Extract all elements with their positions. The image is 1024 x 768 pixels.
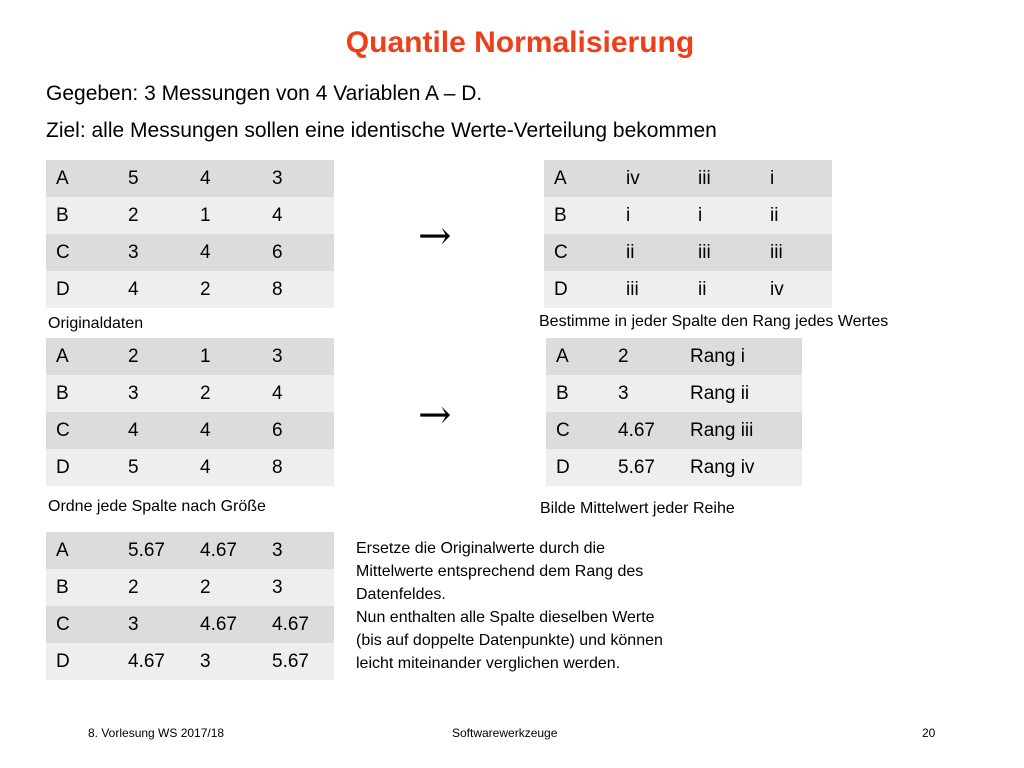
table-cell: Rang i [680,338,802,375]
footer-lecture: 8. Vorlesung WS 2017/18 [88,726,225,740]
goal-text: Ziel: alle Messungen sollen eine identische Werte-Verteilung bekommen [46,119,717,142]
table-cell: 1 [190,197,262,234]
table-cell: 4.67 [118,643,190,680]
table-cell: 4 [190,160,262,197]
row-label: C [546,412,608,449]
table-row [546,338,802,375]
row-label: D [546,449,608,486]
table-row [546,412,802,449]
slide-title: Quantile Normalisierung [345,26,695,59]
row-label: C [46,412,118,449]
row-label: B [46,197,118,234]
note-line: Mittelwerte entsprechend dem Rang des [356,563,644,580]
table-row [546,375,802,412]
table-cell: 3 [262,338,334,375]
table-cell: 4.67 [190,606,262,643]
table-cell: Rang ii [680,375,802,412]
row-label: D [46,449,118,486]
table-row [46,271,334,308]
ranks-caption: Bestimme in jeder Spalte den Rang jedes Wertes [539,313,889,330]
table-cell: 2 [118,338,190,375]
row-label: B [46,569,118,606]
table-cell: 3 [118,375,190,412]
table-cell: iii [688,234,760,271]
table-cell: 3 [118,234,190,271]
table-row [46,643,334,680]
table-cell: 3 [262,569,334,606]
table-cell: 5.67 [118,532,190,569]
table-cell: 6 [262,412,334,449]
arrow-right-icon: → [418,392,452,438]
normalized-table [46,532,334,680]
note-line: leicht miteinander verglichen werden. [356,655,621,672]
table-cell: 3 [118,606,190,643]
table-cell: 4 [190,449,262,486]
sorted-table [46,338,334,486]
table-cell: iv [760,271,832,308]
table-cell: 2 [190,271,262,308]
footer-page-number: 20 [922,726,936,740]
table-cell: 2 [118,197,190,234]
table-cell: 2 [608,338,680,375]
table-row [46,338,334,375]
sorted-caption: Ordne jede Spalte nach Größe [48,498,266,515]
table-row [46,375,334,412]
means-caption: Bilde Mittelwert jeder Reihe [540,500,735,517]
table-row [46,569,334,606]
table-cell: Rang iii [680,412,802,449]
table-row [544,271,832,308]
row-label: A [544,160,616,197]
row-label: A [46,338,118,375]
table-cell: ii [616,234,688,271]
table-cell: 4 [190,412,262,449]
note-line: Nun enthalten alle Spalte dieselben Werte [356,609,655,626]
table-cell: iii [760,234,832,271]
note-line: Datenfeldes. [356,586,446,603]
rank-table [544,160,832,308]
note-line: (bis auf doppelte Datenpunkte) und können [356,632,663,649]
row-label: C [46,606,118,643]
table-cell: 8 [262,271,334,308]
table-cell: 4 [118,271,190,308]
row-label: D [46,643,118,680]
table-cell: i [616,197,688,234]
given-text: Gegeben: 3 Messungen von 4 Variablen A – D. [46,82,483,105]
table-cell: 3 [262,160,334,197]
table-cell: ii [760,197,832,234]
table-row [46,197,334,234]
row-label: D [544,271,616,308]
table-cell: 4.67 [608,412,680,449]
table-cell: 3 [608,375,680,412]
table-row [544,234,832,271]
table-cell: 4 [262,197,334,234]
table-cell: 5 [118,160,190,197]
arrow-right-icon: → [418,213,452,259]
table-row [46,532,334,569]
table-cell: 4 [118,412,190,449]
original-caption: Originaldaten [48,315,144,332]
table-cell: 5 [118,449,190,486]
table-cell: i [760,160,832,197]
table-cell: iii [688,160,760,197]
row-label: C [544,234,616,271]
table-cell: iii [616,271,688,308]
original-data-table [46,160,334,308]
table-cell: 2 [190,569,262,606]
table-cell: 4 [190,234,262,271]
table-cell: 5.67 [262,643,334,680]
table-cell: iv [616,160,688,197]
row-label: C [46,234,118,271]
table-row [46,160,334,197]
row-label: B [546,375,608,412]
row-label: A [546,338,608,375]
table-cell: 1 [190,338,262,375]
table-cell: Rang iv [680,449,802,486]
row-label: B [544,197,616,234]
table-row [46,234,334,271]
table-cell: 4.67 [190,532,262,569]
table-row [46,606,334,643]
table-cell: 6 [262,234,334,271]
table-row [544,197,832,234]
table-cell: 3 [262,532,334,569]
table-row [546,449,802,486]
row-label: D [46,271,118,308]
table-cell: 5.67 [608,449,680,486]
row-label: A [46,160,118,197]
table-cell: 3 [190,643,262,680]
table-cell: 2 [118,569,190,606]
note-line: Ersetze die Originalwerte durch die [356,540,606,557]
explanation-note [356,537,776,675]
table-cell: ii [688,271,760,308]
footer-course: Softwarewerkzeuge [452,726,558,740]
table-cell: 8 [262,449,334,486]
table-cell: 4.67 [262,606,334,643]
table-cell: 4 [262,375,334,412]
mean-table [546,338,802,486]
table-row [46,449,334,486]
table-row [46,412,334,449]
table-cell: i [688,197,760,234]
row-label: A [46,532,118,569]
row-label: B [46,375,118,412]
table-cell: 2 [190,375,262,412]
table-row [544,160,832,197]
